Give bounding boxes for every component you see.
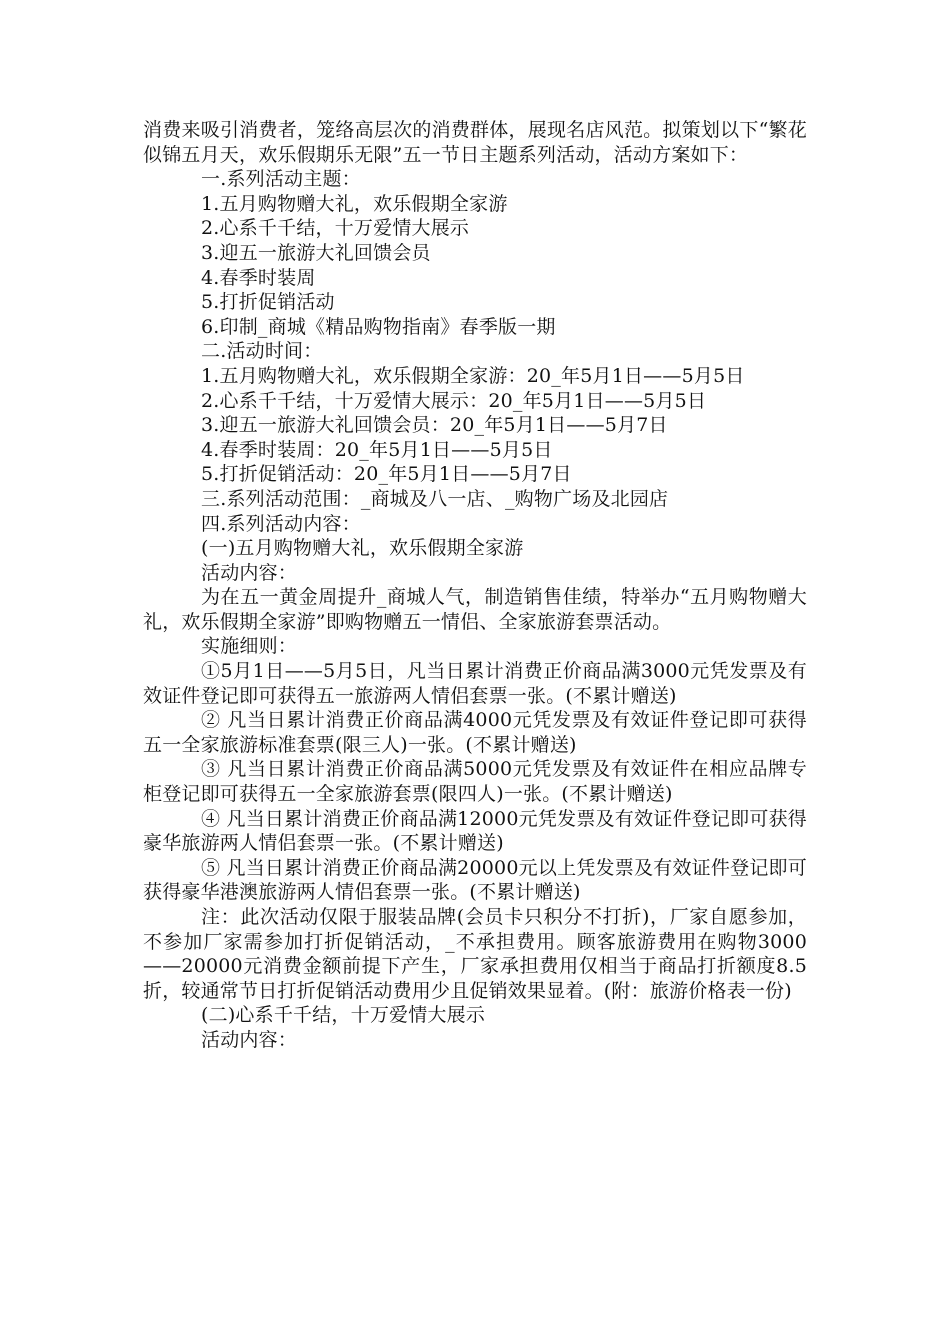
document-body: [143, 118, 807, 1053]
subsection-heading: (一)五月购物赠大礼，欢乐假期全家游: [201, 537, 524, 560]
list-item: 5.打折促销活动: [201, 291, 335, 314]
list-item: 1.五月购物赠大礼，欢乐假期全家游：20_年5月1日——5月5日: [201, 364, 745, 387]
label-activity-content: 活动内容：: [201, 561, 298, 584]
rule-item: ①5月1日——5月5日，凡当日累计消费正价商品满3000元凭发票及有效证件登记即可获得五一旅游两人情侣套票一张。(不累计赠送): [143, 660, 807, 707]
rule-item: ③ 凡当日累计消费正价商品满5000元凭发票及有效证件在相应品牌专柜登记即可获得五一全家旅游套票(限四人)一张。(不累计赠送): [143, 758, 807, 806]
section-heading-content: 四.系列活动内容：: [201, 512, 361, 535]
label-activity-content: 活动内容：: [201, 1028, 298, 1051]
list-item: 4.春季时装周: [201, 266, 316, 289]
list-item: 3.迎五一旅游大礼回馈会员: [201, 241, 431, 264]
list-item: 6.印制_商城《精品购物指南》春季版一期: [201, 315, 556, 338]
list-item: 3.迎五一旅游大礼回馈会员：20_年5月1日——5月7日: [201, 414, 668, 437]
section-heading-scope: 三.系列活动范围：_商城及八一店、_购物广场及北园店: [201, 487, 669, 510]
label-implementation-rules: 实施细则：: [201, 635, 298, 658]
list-item: 2.心系千千结，十万爱情大展示：20_年5月1日——5月5日: [201, 389, 707, 412]
paragraph: 为在五一黄金周提升_商城人气，制造销售佳绩，特举办“五月购物赠大礼，欢乐假期全家游”即购物赠五一情侣、全家旅游套票活动。: [143, 586, 807, 633]
list-item: 2.心系千千结，十万爱情大展示: [201, 217, 470, 240]
list-item: 4.春季时装周：20_年5月1日——5月5日: [201, 438, 553, 461]
section-heading-time: 二.活动时间：: [201, 340, 323, 363]
list-item: 5.打折促销活动：20_年5月1日——5月7日: [201, 463, 572, 486]
note-paragraph: 注：此次活动仅限于服装品牌(会员卡只积分不打折)，厂家自愿参加，不参加厂家需参加打折促销活动，_不承担费用。顾客旅游费用在购物3000——20000元消费金额前提下产生，厂家承担费用仅相当于商品打折额度8.5折，较通常节日打折促销活动费用少且促销效果显着。(附：旅游价格表一份): [143, 906, 807, 1002]
rule-item: ④ 凡当日累计消费正价商品满12000元凭发票及有效证件登记即可获得豪华旅游两人情侣套票一张。(不累计赠送): [143, 807, 807, 855]
rule-item: ② 凡当日累计消费正价商品满4000元凭发票及有效证件登记即可获得五一全家旅游标准套票(限三人)一张。(不累计赠送): [143, 709, 807, 756]
rule-item: ⑤ 凡当日累计消费正价商品满20000元以上凭发票及有效证件登记即可获得豪华港澳旅游两人情侣套票一张。(不累计赠送): [143, 856, 807, 904]
paragraph: 消费来吸引消费者，笼络高层次的消费群体，展现名店风范。拟策划以下“繁花似锦五月天，欢乐假期乐无限”五一节日主题系列活动，活动方案如下：: [143, 119, 807, 166]
list-item: 1.五月购物赠大礼，欢乐假期全家游: [201, 192, 508, 215]
section-heading-themes: 一.系列活动主题：: [201, 168, 361, 191]
subsection-heading: (二)心系千千结，十万爱情大展示: [201, 1004, 486, 1027]
